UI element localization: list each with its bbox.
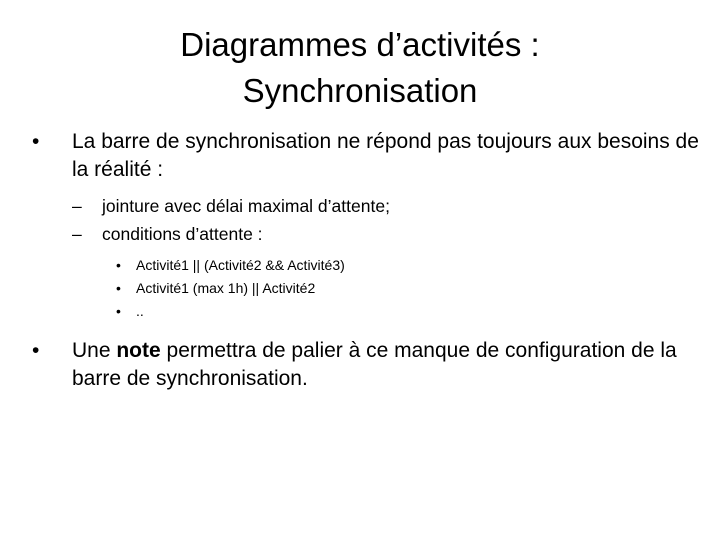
bullet-text-end: permettra de palier à ce manque de configuration de la barre de synchronisation. bbox=[72, 339, 677, 390]
sub-sub-bullet-text: .. bbox=[136, 303, 144, 319]
bullet-marker: • bbox=[32, 130, 40, 153]
dash-marker: – bbox=[72, 196, 82, 216]
slide-body bbox=[30, 128, 700, 393]
sub-bullet-text: jointure avec délai maximal d’attente; bbox=[102, 196, 390, 216]
sub-sub-bullet-item bbox=[30, 277, 700, 300]
sub-bullet-item bbox=[30, 192, 700, 220]
bullet-text-bold: note bbox=[116, 339, 161, 362]
bullet-item bbox=[30, 128, 700, 184]
dash-marker: – bbox=[72, 224, 82, 244]
bullet-text: La barre de synchronisation ne répond pas toujours aux besoins de la réalité : bbox=[72, 130, 699, 181]
sub-sub-bullet-item bbox=[30, 300, 700, 323]
sub-bullet-item bbox=[30, 220, 700, 248]
sub-sub-bullet-text: Activité1 || (Activité2 && Activité3) bbox=[136, 257, 345, 273]
sub-sub-bullet-text: Activité1 (max 1h) || Activité2 bbox=[136, 280, 316, 296]
bullet-marker: • bbox=[116, 303, 121, 319]
bullet-marker: • bbox=[116, 257, 121, 273]
bullet-text-start: Une bbox=[72, 339, 117, 362]
bullet-item bbox=[30, 337, 700, 393]
bullet-marker: • bbox=[32, 339, 40, 362]
title-line-2: Synchronisation bbox=[242, 72, 478, 109]
sub-bullet-text: conditions d’attente : bbox=[102, 224, 263, 244]
slide-title bbox=[0, 22, 720, 114]
sub-sub-bullet-item bbox=[30, 254, 700, 277]
title-line-1: Diagrammes d’activités : bbox=[180, 26, 540, 63]
bullet-marker: • bbox=[116, 280, 121, 296]
